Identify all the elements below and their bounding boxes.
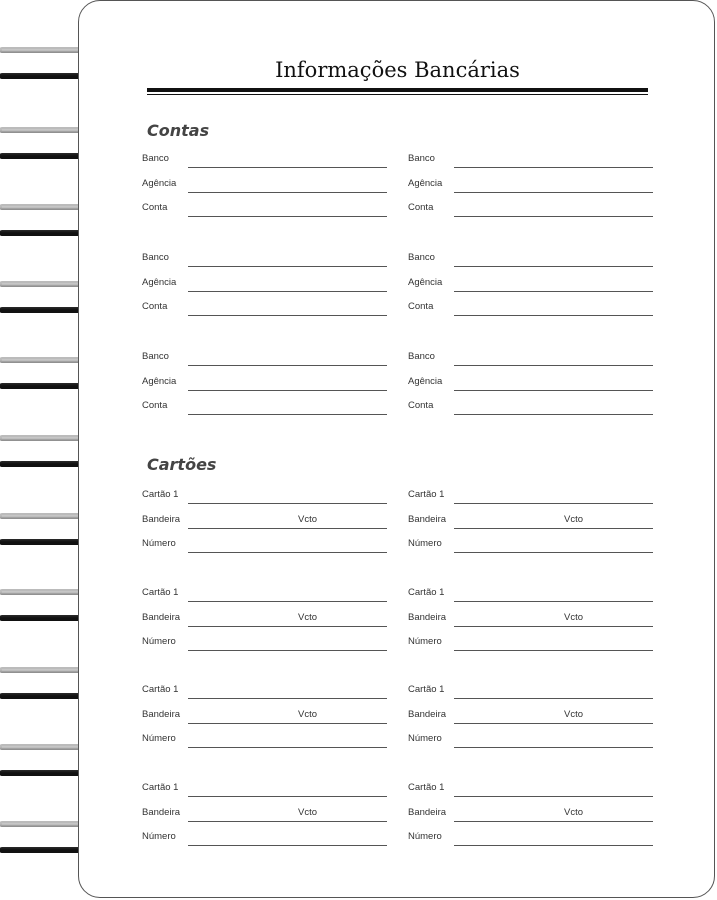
bandeira-label: Bandeira [408, 611, 447, 623]
banco-write-line[interactable] [188, 266, 387, 267]
bandeira-label: Bandeira [142, 611, 181, 623]
cartao-write-line[interactable] [188, 601, 387, 602]
agencia-row [142, 376, 387, 392]
cartao-write-line[interactable] [188, 796, 387, 797]
cartao-row [408, 489, 653, 505]
contas-heading: Contas [147, 121, 210, 140]
conta-write-line[interactable] [188, 414, 387, 415]
banco-write-line[interactable] [188, 167, 387, 168]
numero-write-line[interactable] [188, 552, 387, 553]
cartao-label: Cartão 1 [142, 782, 179, 793]
title-underline [147, 88, 648, 92]
bandeira-write-line[interactable] [188, 821, 387, 822]
cartao-row [142, 684, 387, 700]
conta-label: Conta [408, 301, 434, 312]
banco-label: Banco [408, 153, 435, 164]
conta-row [408, 301, 653, 317]
agencia-write-line[interactable] [188, 390, 387, 391]
numero-write-line[interactable] [454, 650, 653, 651]
agencia-label: Agência [408, 177, 443, 189]
numero-row [408, 636, 653, 652]
agencia-row [408, 277, 653, 293]
numero-row [142, 538, 387, 554]
vcto-label: Vcto [298, 513, 318, 525]
agencia-row [142, 277, 387, 293]
banco-row [408, 252, 653, 268]
bandeira-row [142, 514, 387, 530]
agencia-label: Agência [142, 276, 177, 288]
banco-write-line[interactable] [188, 365, 387, 366]
agencia-label: Agência [408, 375, 443, 387]
banco-write-line[interactable] [454, 266, 653, 267]
vcto-label: Vcto [298, 806, 318, 818]
numero-label: Número [408, 636, 442, 647]
agencia-row [408, 178, 653, 194]
conta-row [408, 400, 653, 416]
bandeira-row [142, 807, 387, 823]
bandeira-label: Bandeira [142, 806, 181, 818]
cartao-write-line[interactable] [454, 698, 653, 699]
numero-label: Número [142, 733, 176, 744]
agencia-row [142, 178, 387, 194]
conta-row [408, 202, 653, 218]
agencia-write-line[interactable] [454, 390, 653, 391]
numero-row [142, 636, 387, 652]
agencia-write-line[interactable] [454, 291, 653, 292]
cartao-label: Cartão 1 [142, 587, 179, 598]
numero-label: Número [142, 636, 176, 647]
cartao-label: Cartão 1 [408, 782, 445, 793]
conta-row [142, 202, 387, 218]
agencia-label: Agência [142, 177, 177, 189]
cartao-label: Cartão 1 [142, 684, 179, 695]
conta-write-line[interactable] [454, 216, 653, 217]
conta-row [142, 301, 387, 317]
bandeira-label: Bandeira [408, 708, 447, 720]
banco-row [142, 252, 387, 268]
conta-write-line[interactable] [454, 414, 653, 415]
cartao-write-line[interactable] [454, 796, 653, 797]
numero-row [408, 831, 653, 847]
bandeira-row [142, 612, 387, 628]
bandeira-row [408, 807, 653, 823]
bandeira-label: Bandeira [142, 513, 181, 525]
conta-row [142, 400, 387, 416]
cartao-write-line[interactable] [188, 503, 387, 504]
numero-write-line[interactable] [188, 650, 387, 651]
banco-row [142, 351, 387, 367]
cartao-row [142, 782, 387, 798]
bandeira-write-line[interactable] [188, 528, 387, 529]
bandeira-write-line[interactable] [454, 528, 653, 529]
conta-label: Conta [408, 400, 434, 411]
vcto-label: Vcto [564, 513, 584, 525]
numero-write-line[interactable] [454, 747, 653, 748]
agencia-write-line[interactable] [188, 291, 387, 292]
vcto-label: Vcto [298, 708, 318, 720]
cartao-row [408, 684, 653, 700]
bandeira-row [408, 612, 653, 628]
vcto-label: Vcto [564, 708, 584, 720]
cartao-row [142, 587, 387, 603]
banco-label: Banco [408, 252, 435, 263]
cartao-row [408, 782, 653, 798]
vcto-label: Vcto [298, 611, 318, 623]
conta-write-line[interactable] [188, 315, 387, 316]
vcto-label: Vcto [564, 611, 584, 623]
cartao-write-line[interactable] [454, 503, 653, 504]
page-title: Informações Bancárias [275, 58, 520, 82]
bandeira-write-line[interactable] [454, 821, 653, 822]
numero-row [142, 733, 387, 749]
bandeira-row [408, 709, 653, 725]
bandeira-write-line[interactable] [454, 723, 653, 724]
title-underline-thin [147, 94, 648, 95]
banco-label: Banco [142, 153, 169, 164]
banco-label: Banco [408, 351, 435, 362]
numero-label: Número [408, 538, 442, 549]
cartao-label: Cartão 1 [408, 489, 445, 500]
vcto-label: Vcto [564, 806, 584, 818]
bandeira-write-line[interactable] [454, 626, 653, 627]
cartao-label: Cartão 1 [408, 587, 445, 598]
banco-label: Banco [142, 252, 169, 263]
agencia-write-line[interactable] [454, 192, 653, 193]
agencia-write-line[interactable] [188, 192, 387, 193]
banco-label: Banco [142, 351, 169, 362]
conta-label: Conta [142, 400, 168, 411]
numero-label: Número [408, 733, 442, 744]
numero-label: Número [142, 831, 176, 842]
cartao-write-line[interactable] [188, 698, 387, 699]
banco-row [408, 153, 653, 169]
bandeira-write-line[interactable] [188, 723, 387, 724]
agencia-label: Agência [142, 375, 177, 387]
numero-row [142, 831, 387, 847]
conta-label: Conta [142, 202, 168, 213]
conta-write-line[interactable] [188, 216, 387, 217]
banco-row [142, 153, 387, 169]
bandeira-label: Bandeira [408, 806, 447, 818]
agencia-row [408, 376, 653, 392]
conta-write-line[interactable] [454, 315, 653, 316]
banco-write-line[interactable] [454, 365, 653, 366]
bandeira-label: Bandeira [142, 708, 181, 720]
bandeira-write-line[interactable] [188, 626, 387, 627]
banco-write-line[interactable] [454, 167, 653, 168]
bandeira-label: Bandeira [408, 513, 447, 525]
numero-write-line[interactable] [188, 747, 387, 748]
cartoes-heading: Cartões [147, 455, 217, 474]
bandeira-row [142, 709, 387, 725]
cartao-write-line[interactable] [454, 601, 653, 602]
numero-label: Número [408, 831, 442, 842]
numero-label: Número [142, 538, 176, 549]
cartao-row [142, 489, 387, 505]
cartao-label: Cartão 1 [408, 684, 445, 695]
bandeira-row [408, 514, 653, 530]
numero-row [408, 538, 653, 554]
numero-write-line[interactable] [188, 845, 387, 846]
numero-write-line[interactable] [454, 845, 653, 846]
cartao-row [408, 587, 653, 603]
numero-write-line[interactable] [454, 552, 653, 553]
cartao-label: Cartão 1 [142, 489, 179, 500]
banco-row [408, 351, 653, 367]
conta-label: Conta [142, 301, 168, 312]
numero-row [408, 733, 653, 749]
agencia-label: Agência [408, 276, 443, 288]
conta-label: Conta [408, 202, 434, 213]
